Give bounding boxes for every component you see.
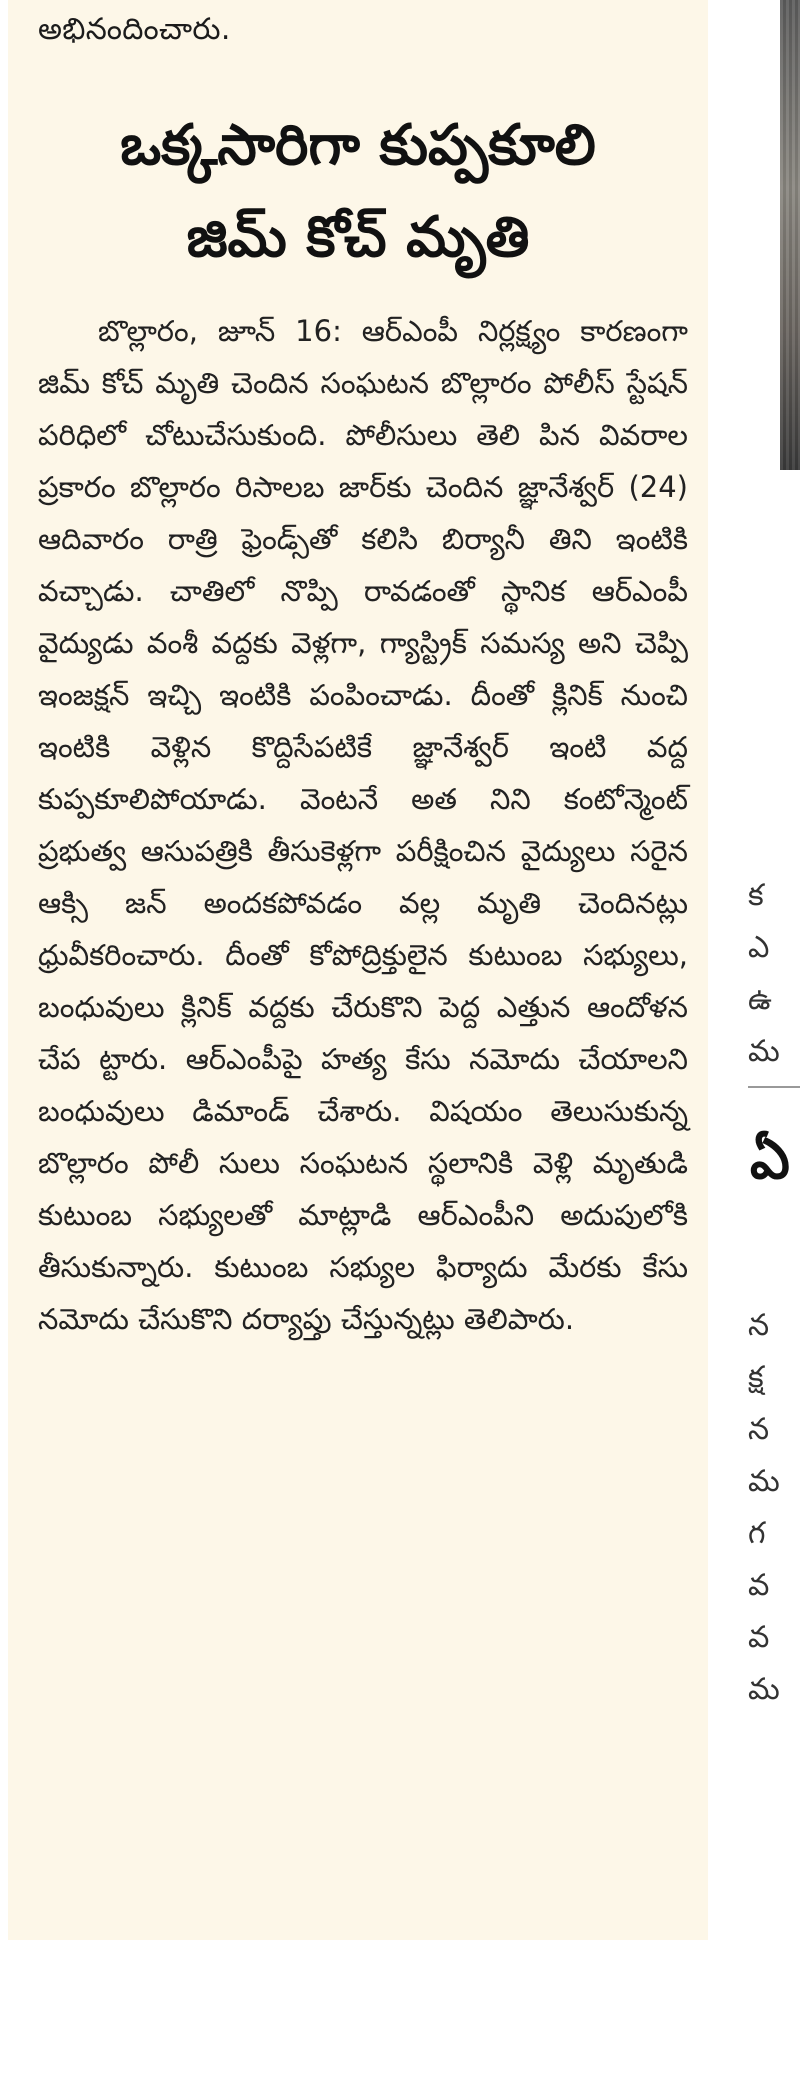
article-headline [8,100,708,284]
article-body: బొల్లారం, జూన్ 16: ఆర్ఎంపీ నిర్లక్ష్యం కారణంగా జిమ్ కోచ్ మృతి చెందిన సంఘటన బొల్లారం పోలీస్ స్టేషన్ పరిధిలో చోటుచేసుకుంది. పోలీసులు తెలి పిన వివరాల ప్రకారం బొల్లారం రిసాలబ జార్‌కు చెందిన జ్ఞానేశ్వర్ (24) ఆదివారం రాత్రి ఫ్రెండ్స్‌తో కలిసి బిర్యానీ తిని ఇంటికి వచ్చాడు. చాతిలో నొప్పి రావడంతో స్థానిక ఆర్ఎంపీ వైద్యుడు వంశీ వద్దకు వెళ్లగా, గ్యాస్ట్రిక్ సమస్య అని చెప్పి ఇంజక్షన్ ఇచ్చి ఇంటికి పంపించాడు. దీంతో క్లినిక్ నుంచి ఇంటికి వెళ్లిన కొద్దిసేపటికే జ్ఞానేశ్వర్ ఇంటి వద్ద కుప్పకూలిపోయాడు. వెంటనే అత నిని కంటోన్మెంట్ ప్రభుత్వ ఆసుపత్రికి తీసుకెళ్లగా పరీక్షించిన వైద్యులు సరైన ఆక్సి జన్ అందకపోవడం వల్ల మృతి చెందినట్లు ధ్రువీకరించారు. దీంతో కోపోద్రిక్తులైన కుటుంబ సభ్యులు, బంధువులు క్లినిక్ వద్దకు చేరుకొని పెద్ద ఎత్తున ఆందోళన చేప ట్టారు. ఆర్ఎంపీపై హత్య కేసు నమోదు చేయాలని బంధువులు డిమాండ్ చేశారు. విషయం తెలుసుకున్న బొల్లారం పోలీ సులు సంఘటన స్థలానికి వెళ్లి మృతుడి కుటుంబ సభ్యులతో మాట్లాడి ఆర్ఎంపీని అదుపులోకి తీసుకున్నారు. కుటుంబ సభ్యుల ఫిర్యాదు మేరకు కేసు నమోదు చేసుకొని దర్యాప్తు చేస్తున్నట్లు తెలిపారు. [38,314,688,1336]
adjacent-text-glyph: గ [748,1516,766,1551]
news-article [8,0,708,1940]
adjacent-text-glyph: మ [748,1464,780,1499]
headline-line-2: జిమ్ కోచ్ మృతి [186,205,530,270]
headline-line-1: ఒక్కసారిగా కుప్పకూలి [120,113,596,178]
adjacent-column-divider [748,1086,800,1088]
adjacent-text-glyph: వ [748,1568,770,1603]
adjacent-text-glyph: మ [748,1034,780,1069]
adjacent-text-glyph: ఎ [748,930,770,965]
adjacent-text-glyph: న [748,1412,770,1447]
adjacent-text-glyph: క [748,878,764,913]
previous-article-tail: అభినందించారు. [38,12,231,47]
adjacent-text-glyph: వ [748,1620,770,1655]
adjacent-text-glyph: ఉ [748,982,772,1017]
adjacent-text-glyph: క్ష [748,1360,764,1395]
adjacent-text-glyph: న [748,1308,770,1343]
adjacent-headline-glyph: ఏ [750,1127,790,1192]
adjacent-column-clipped [720,0,800,2086]
adjacent-photo-edge [780,0,800,470]
adjacent-text-glyph: మ [748,1672,780,1707]
